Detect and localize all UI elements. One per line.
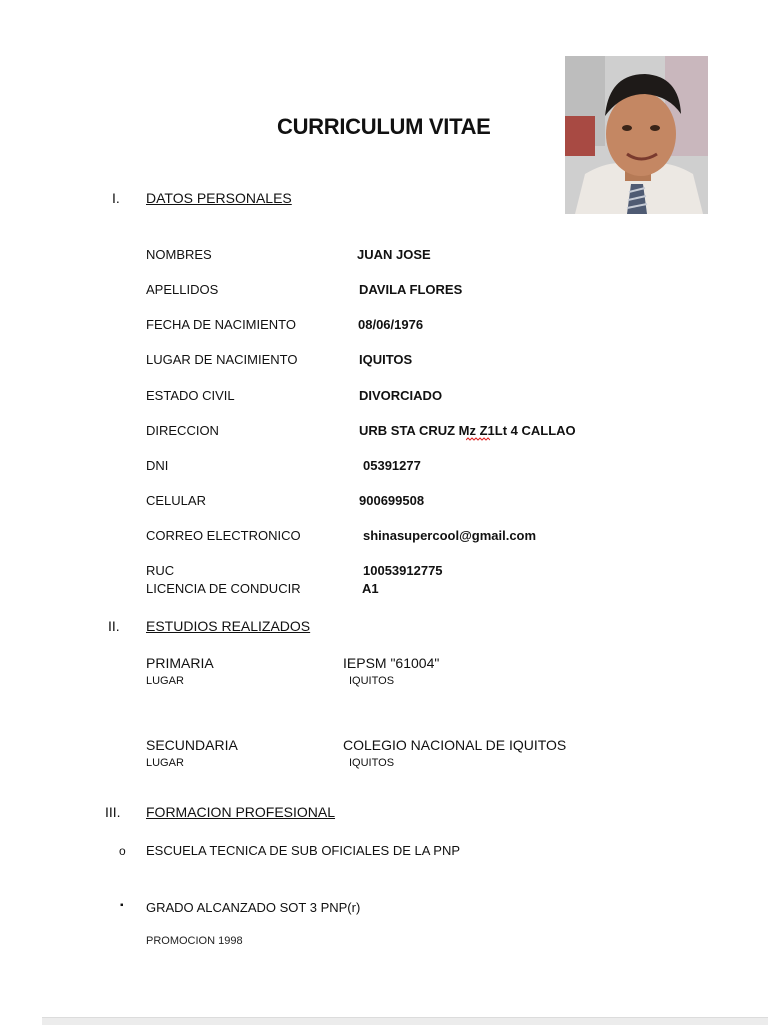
square-bullet-icon: ▪ [120, 900, 124, 911]
field-label: FECHA DE NACIMIENTO [146, 317, 297, 332]
section-number: II. [108, 618, 120, 634]
field-label: LICENCIA DE CONDUCIR [146, 581, 301, 596]
section-number: I. [112, 190, 120, 206]
profile-photo [565, 56, 708, 214]
field-value: JUAN JOSE [357, 247, 431, 262]
field-label: CELULAR [146, 493, 206, 508]
training-item: ESCUELA TECNICA DE SUB OFICIALES DE LA PNP [146, 843, 461, 858]
education-school: IEPSM "61004" [343, 655, 440, 671]
field-label: LUGAR DE NACIMIENTO [146, 352, 298, 367]
field-value: DAVILA FLORES [359, 282, 463, 297]
document-title: CURRICULUM VITAE [277, 114, 491, 139]
field-label: NOMBRES [146, 247, 212, 262]
section-number: III. [105, 804, 121, 820]
field-label: DNI [146, 458, 169, 473]
field-value: 10053912775 [363, 563, 443, 578]
field-value: shinasupercool@gmail.com [363, 528, 537, 543]
field-value: 05391277 [363, 458, 421, 473]
rank-item: GRADO ALCANZADO SOT 3 PNP(r) [146, 900, 361, 915]
education-school: COLEGIO NACIONAL DE IQUITOS [343, 737, 567, 753]
promotion-text: PROMOCION 1998 [146, 935, 243, 947]
spellcheck-underline [466, 437, 490, 441]
field-label: ESTADO CIVIL [146, 388, 235, 403]
field-value: IQUITOS [359, 352, 413, 367]
education-place-label: LUGAR [146, 757, 184, 769]
education-level: SECUNDARIA [146, 737, 238, 753]
field-label: APELLIDOS [146, 282, 219, 297]
field-label: DIRECCION [146, 423, 219, 438]
education-place: IQUITOS [349, 675, 395, 687]
section-heading-education: ESTUDIOS REALIZADOS [146, 618, 311, 634]
section-heading-personal: DATOS PERSONALES [146, 190, 292, 206]
hollow-bullet-icon: o [119, 844, 126, 858]
section-heading-professional: FORMACION PROFESIONAL [146, 804, 336, 820]
field-value: 900699508 [359, 493, 425, 508]
education-place-label: LUGAR [146, 675, 184, 687]
field-label: CORREO ELECTRONICO [146, 528, 301, 543]
education-place: IQUITOS [349, 757, 395, 769]
field-value: 08/06/1976 [358, 317, 424, 332]
education-level: PRIMARIA [146, 655, 214, 671]
field-value: A1 [362, 581, 379, 596]
field-label: RUC [146, 563, 175, 578]
field-value: DIVORCIADO [359, 388, 443, 403]
field-value: URB STA CRUZ Mz Z1Lt 4 CALLAO [359, 423, 576, 438]
